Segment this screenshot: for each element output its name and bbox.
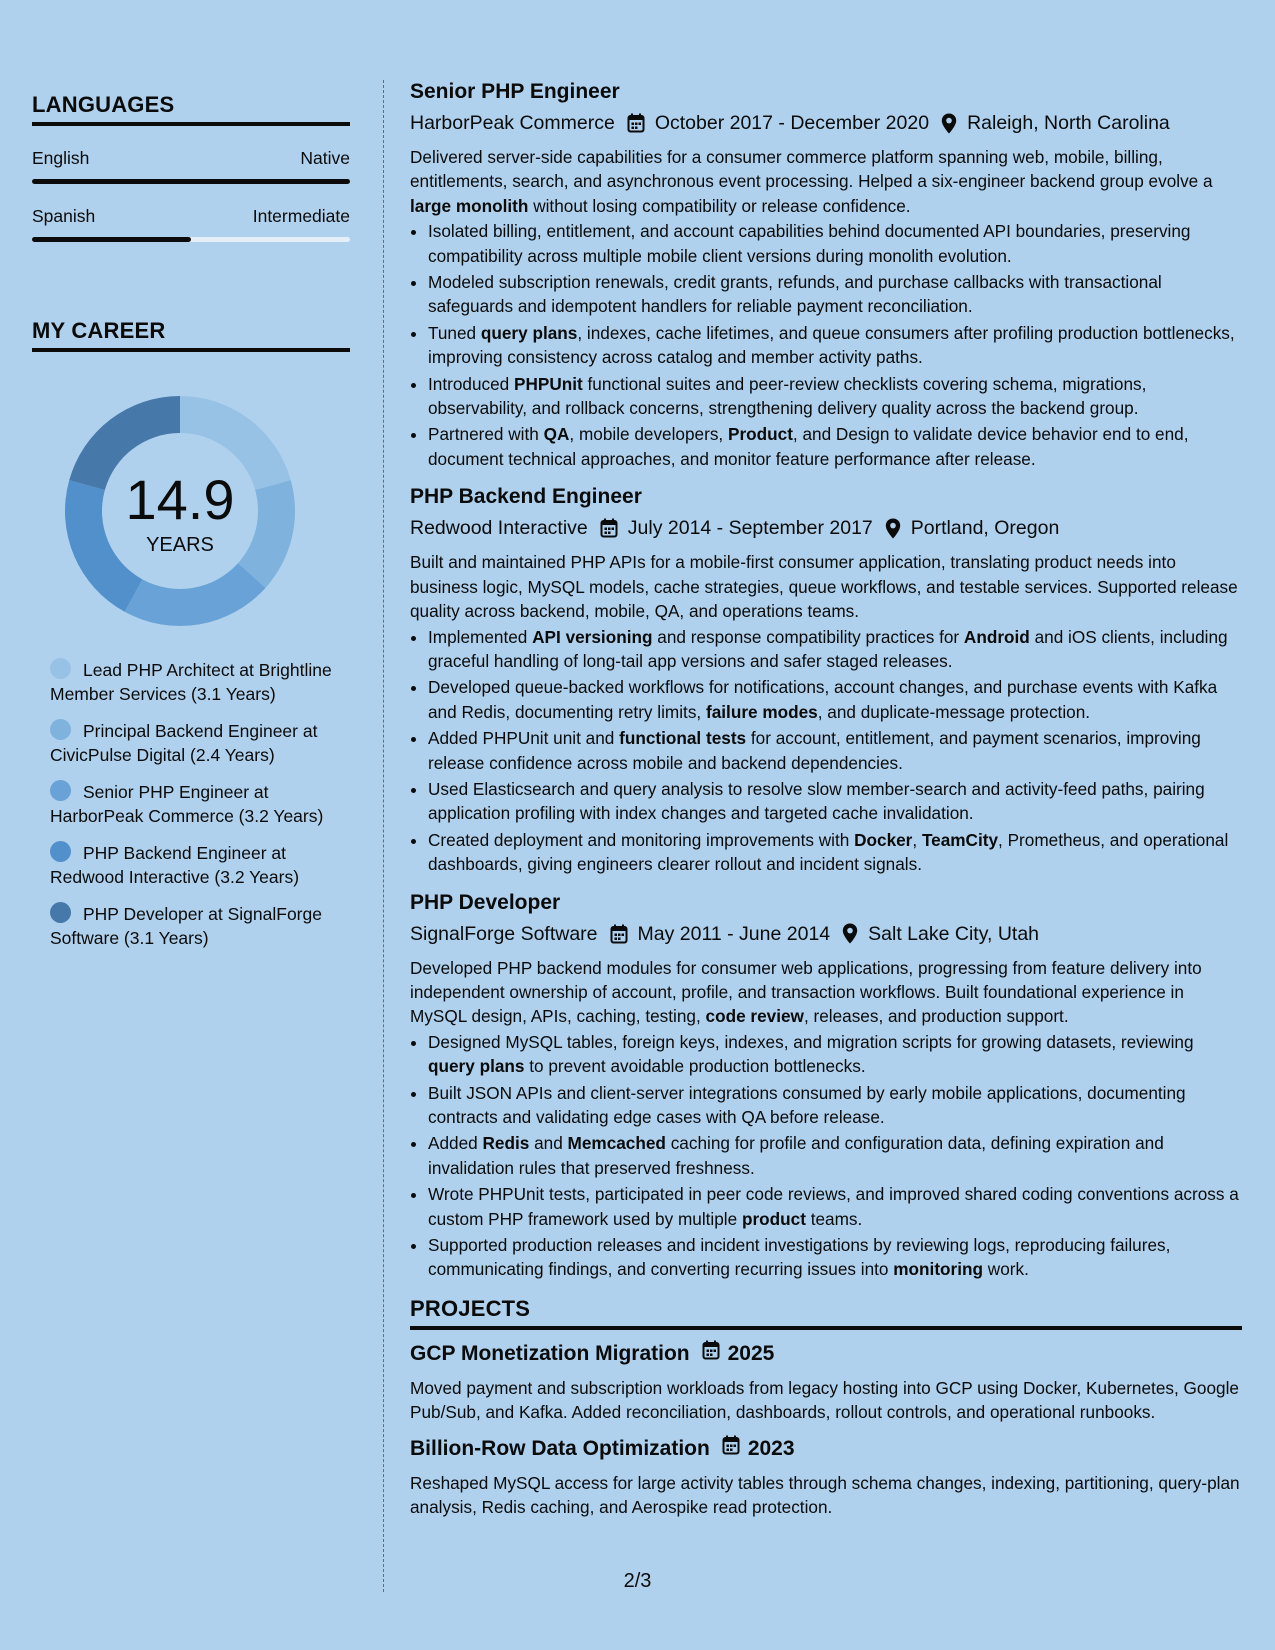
job-bullet: • Supported production releases and incident investigations by reviewing logs, reproducing failures, communicating findings, and converting recurring issues into monitoring work. — [428, 1233, 1242, 1282]
job-dates: October 2017 - December 2020 — [654, 112, 930, 134]
job-title: PHP Developer — [410, 890, 561, 914]
language-proficiency-fill — [32, 237, 191, 242]
job-bullet: • Used Elasticsearch and query analysis to resolve slow member-search and activity-feed paths, pairing application profiling with index changes and targeted cache invalidation. — [428, 777, 1242, 826]
job-bullet: • Introduced PHPUnit functional suites and peer-review checklists covering schema, migrations, observability, and rollback concerns, strengthening delivery quality across the backend group. — [428, 372, 1242, 421]
job-location: Raleigh, North Carolina — [967, 112, 1170, 134]
job-description: Built and maintained PHP APIs for a mobile-first consumer application, translating product needs into business logic, MySQL models, cache strategies, queue workflows, and testable services. Supported release quality across backend, mobile, QA, and operations teams. — [410, 552, 1238, 622]
job-location: Portland, Oregon — [910, 517, 1060, 540]
language-level: Native — [300, 148, 350, 168]
calendar-icon — [627, 113, 645, 133]
donut-center — [65, 396, 295, 626]
location-pin-icon — [842, 923, 858, 944]
calendar-icon — [600, 518, 618, 538]
project-description: Moved payment and subscription workloads from legacy hosting into GCP using Docker, Kubernetes, Google Pub/Sub, and Kafka. Added reconciliation, dashboards, rollout controls, and operational runbooks. — [410, 1377, 1239, 1423]
project-name: Billion-Row Data Optimization — [410, 1436, 710, 1460]
job-bullet: • Designed MySQL tables, foreign keys, indexes, and migration scripts for growing datasets, reviewing query plans to prevent avoidable production bottlenecks. — [428, 1030, 1242, 1079]
career-legend-label: PHP Developer at SignalForge Software (3.1 Years) — [50, 904, 322, 948]
languages-title: LANGUAGES — [32, 92, 350, 126]
job-meta — [410, 920, 1242, 948]
job-bullet: • Tuned query plans, indexes, cache lifetimes, and queue consumers after profiling production bottlenecks, improving consistency across catalog and member activity paths. — [428, 321, 1242, 370]
language-proficiency-bar — [32, 179, 350, 184]
company-name: HarborPeak Commerce — [410, 112, 615, 134]
job-bullets — [410, 625, 1242, 877]
years-label: YEARS — [146, 534, 214, 556]
job-bullet: • Partnered with QA, mobile developers, Product, and Design to validate device behavior end to end, document technical approaches, and monitor feature performance after release. — [428, 422, 1242, 471]
calendar-icon — [610, 924, 628, 944]
company-name: SignalForge Software — [410, 922, 598, 945]
legend-dot — [50, 780, 71, 801]
project-entry — [410, 1435, 1242, 1520]
career-legend-label: Lead PHP Architect at Brightline Member Services (3.1 Years) — [50, 660, 332, 704]
career-legend-item — [50, 719, 332, 767]
language-level: Intermediate — [252, 206, 350, 226]
career-legend — [50, 658, 332, 950]
project-name: GCP Monetization Migration — [410, 1341, 690, 1365]
job-bullet: • Added PHPUnit unit and functional tests for account, entitlement, and payment scenarios, improving release confidence across mobile and backend dependencies. — [428, 726, 1242, 775]
career-legend-label: Senior PHP Engineer at HarborPeak Commerce (3.2 Years) — [50, 782, 324, 826]
career-donut-chart — [65, 396, 295, 626]
career-legend-item — [50, 841, 332, 889]
legend-dot — [50, 719, 71, 740]
sidebar — [32, 92, 350, 963]
projects-list — [410, 1340, 1242, 1520]
language-row — [32, 148, 350, 169]
job-bullet: • Wrote PHPUnit tests, participated in peer code reviews, and improved shared coding conventions across a custom PHP framework used by multiple product teams. — [428, 1182, 1242, 1231]
job-description: Delivered server-side capabilities for a consumer commerce platform spanning web, mobile, billing, entitlements, search, and asynchronous event processing. Helped a six-engineer backend group evolve a large monolith without losing compatibility or release confidence. — [410, 147, 1213, 216]
language-row — [32, 206, 350, 227]
career-legend-item — [50, 658, 332, 706]
job-bullet: • Created deployment and monitoring improvements with Docker, TeamCity, Prometheus, and operational dashboards, giving engineers clearer rollout and incident signals. — [428, 828, 1242, 877]
career-legend-item — [50, 780, 332, 828]
project-header — [410, 1340, 1242, 1368]
project-entry — [410, 1340, 1242, 1425]
language-name: English — [32, 148, 90, 168]
project-year: 2025 — [727, 1341, 775, 1365]
job-entry — [410, 889, 1242, 1282]
company-name: Redwood Interactive — [410, 517, 588, 540]
job-bullet: • Implemented API versioning and response compatibility practices for Android and iOS clients, including graceful handling of long-tail app versions and safer staged releases. — [428, 625, 1242, 674]
job-title: Senior PHP Engineer — [410, 80, 620, 103]
total-years: 14.9 — [125, 468, 235, 531]
project-year: 2023 — [747, 1436, 795, 1460]
job-bullet: • Built JSON APIs and client-server integrations consumed by early mobile applications, documenting contracts and validating edge cases with QA before release. — [428, 1081, 1242, 1130]
career-title: MY CAREER — [32, 318, 350, 352]
experience-list — [410, 78, 1242, 1282]
job-bullet: • Developed queue-backed workflows for notifications, account changes, and purchase events with Kafka and Redis, documenting retry limits, failure modes, and duplicate-message protection. — [428, 675, 1242, 724]
projects-title: PROJECTS — [410, 1296, 1242, 1330]
project-header — [410, 1435, 1242, 1463]
job-bullet: • Modeled subscription renewals, credit grants, refunds, and purchase callbacks with transactional safeguards and idempotent handlers for reliable payment reconciliation. — [428, 270, 1242, 319]
career-legend-label: Principal Backend Engineer at CivicPulse Digital (2.4 Years) — [50, 721, 318, 765]
location-pin-icon — [941, 113, 957, 134]
legend-dot — [50, 658, 71, 679]
career-legend-item — [50, 902, 332, 950]
job-meta — [410, 109, 1242, 137]
job-bullet: • Isolated billing, entitlement, and account capabilities behind documented API boundaries, preserving compatibility across multiple mobile client versions during monolith evolution. — [428, 219, 1242, 268]
calendar-icon — [702, 1340, 720, 1368]
job-description: Developed PHP backend modules for consumer web applications, progressing from feature delivery into independent ownership of account, profile, and transaction workflows. Built foundational experience in MySQL design, APIs, caching, testing, code review, releases, and production support. — [410, 957, 1202, 1027]
main-content — [410, 78, 1242, 1519]
language-proficiency-fill — [32, 179, 350, 184]
job-bullets — [410, 219, 1242, 471]
language-proficiency-bar — [32, 237, 350, 242]
job-dates: July 2014 - September 2017 — [627, 517, 873, 540]
column-divider — [383, 80, 384, 1592]
career-legend-label: PHP Backend Engineer at Redwood Interactive (3.2 Years) — [50, 843, 300, 887]
project-description: Reshaped MySQL access for large activity tables through schema changes, indexing, partitioning, query-plan analysis, Redis caching, and Aerospike read protection. — [410, 1472, 1240, 1518]
language-name: Spanish — [32, 206, 96, 226]
languages-list — [32, 148, 350, 242]
page-number: 2/3 — [623, 1570, 652, 1592]
calendar-icon — [722, 1435, 740, 1463]
job-dates: May 2011 - June 2014 — [637, 922, 831, 945]
legend-dot — [50, 841, 71, 862]
legend-dot — [50, 902, 71, 923]
job-location: Salt Lake City, Utah — [868, 922, 1040, 945]
job-bullet: • Added Redis and Memcached caching for profile and configuration data, defining expiration and invalidation rules that preserved freshness. — [428, 1131, 1242, 1180]
job-entry — [410, 483, 1242, 876]
job-entry — [410, 78, 1242, 471]
job-meta — [410, 514, 1242, 542]
job-bullets — [410, 1030, 1242, 1282]
location-pin-icon — [885, 518, 901, 539]
job-title: PHP Backend Engineer — [410, 485, 642, 509]
